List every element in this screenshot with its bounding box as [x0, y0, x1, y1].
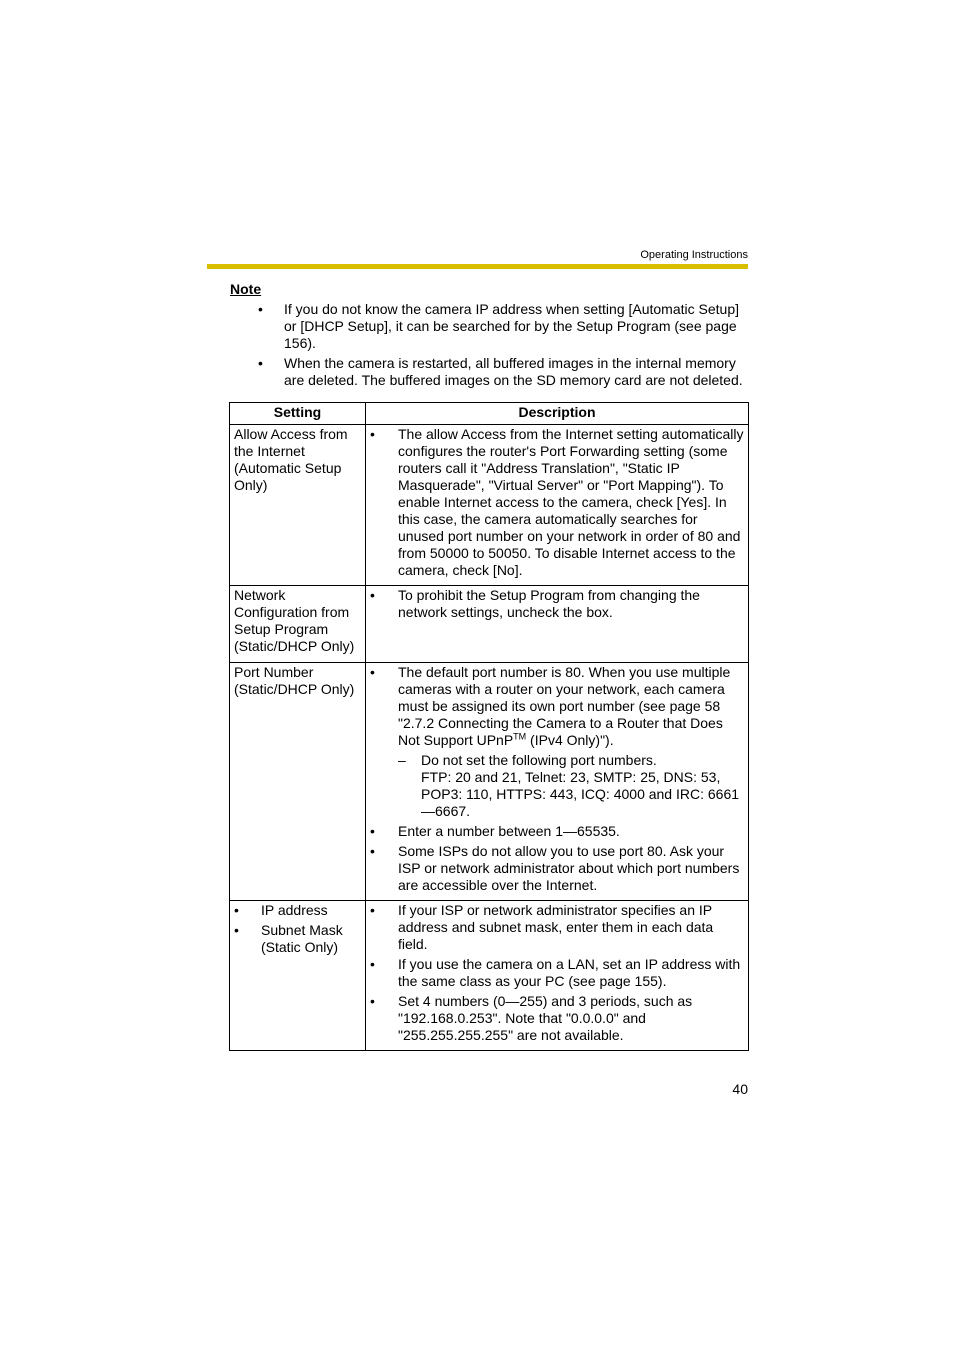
note-item — [258, 355, 750, 389]
table-row — [230, 586, 749, 663]
settings-table — [229, 402, 749, 1051]
description-text: The default port number is 80. When you use multiple cameras with a router on your network, each camera must be assigned its own port number (see page 58 "2.7.2 Connecting the Camera to a Router that Does Not Support UPnP — [398, 664, 731, 748]
description-text: Some ISPs do not allow you to use port 80. Ask your ISP or network administrator about which port numbers are accessible over the Internet. — [398, 843, 740, 893]
subitem-text: FTP: 20 and 21, Telnet: 23, SMTP: 25, DNS: 53, POP3: 110, HTTPS: 443, ICQ: 4000 and IRC: 6661—6667. — [421, 769, 740, 819]
description-text: If you use the camera on a LAN, set an IP address with the same class as your PC (see page 155). — [398, 956, 741, 989]
description-text: Enter a number between 1—65535. — [398, 823, 620, 839]
note-item-text: If you do not know the camera IP address when setting [Automatic Setup] or [DHCP Setup], it can be searched for by the Setup Program (see page 156). — [284, 301, 739, 351]
bullet: • — [234, 922, 239, 938]
bullet: • — [370, 956, 375, 972]
bullet: • — [370, 587, 375, 603]
description-item — [370, 902, 744, 953]
setting-cell: Network Configuration from Setup Program (Static/DHCP Only) — [230, 586, 366, 663]
description-item — [370, 587, 744, 621]
bullet: • — [258, 301, 263, 317]
description-item — [370, 823, 744, 840]
column-header-setting: Setting — [230, 403, 366, 425]
description-item — [370, 993, 744, 1044]
trademark-superscript: TM — [513, 731, 527, 742]
table-row — [230, 425, 749, 586]
header-rule — [207, 264, 748, 269]
subitem-text: Do not set the following port numbers. — [421, 752, 657, 768]
bullet: • — [370, 426, 375, 442]
setting-cell: Port Number (Static/DHCP Only) — [230, 663, 366, 901]
note-item — [258, 301, 750, 352]
setting-item — [234, 902, 361, 919]
note-list — [258, 301, 750, 392]
note-heading: Note — [230, 281, 262, 297]
description-item — [370, 956, 744, 990]
setting-item — [234, 922, 361, 956]
bullet: • — [370, 993, 375, 1009]
bullet: • — [370, 664, 375, 680]
setting-cell: Allow Access from the Internet (Automatic Setup Only) — [230, 425, 366, 586]
setting-item-text: IP address — [261, 902, 328, 918]
dash: – — [398, 752, 406, 768]
setting-item-text: Subnet Mask (Static Only) — [261, 922, 343, 955]
description-text: To prohibit the Setup Program from changing the network settings, uncheck the box. — [398, 587, 700, 620]
note-item-text: When the camera is restarted, all buffered images in the internal memory are deleted. The buffered images on the SD memory card are not deleted. — [284, 355, 743, 388]
table-row — [230, 901, 749, 1051]
table-row — [230, 663, 749, 901]
bullet: • — [370, 843, 375, 859]
bullet: • — [370, 902, 375, 918]
page-number: 40 — [732, 1081, 748, 1097]
header-title: Operating Instructions — [640, 249, 748, 261]
column-header-description: Description — [366, 403, 749, 425]
description-item — [370, 843, 744, 894]
description-cell — [366, 901, 749, 1051]
description-item — [370, 426, 744, 579]
setting-cell — [230, 901, 366, 1051]
description-cell — [366, 663, 749, 901]
table-header-row — [230, 403, 749, 425]
description-cell — [366, 425, 749, 586]
description-item — [370, 664, 744, 820]
bullet: • — [258, 355, 263, 371]
description-subitem — [398, 752, 744, 820]
description-text: (IPv4 Only)"). — [526, 732, 614, 748]
description-text: Set 4 numbers (0—255) and 3 periods, such as "192.168.0.253". Note that "0.0.0.0" and "255.255.255.255" are not available. — [398, 993, 693, 1043]
bullet: • — [370, 823, 375, 839]
description-cell — [366, 586, 749, 663]
description-text: If your ISP or network administrator specifies an IP address and subnet mask, enter them in each data field. — [398, 902, 714, 952]
description-text: The allow Access from the Internet setting automatically configures the router's Port Forwarding setting (some routers call it "Address Translation", "Static IP Masquerade", "Virtual Server" or "Port Mapping"). To enable Internet access to the camera, check [Yes]. In this case, the camera automatically searches for unused port number on your network in order of 80 and from 50000 to 50050. To disable Internet access to the camera, check [No]. — [398, 426, 744, 578]
bullet: • — [234, 902, 239, 918]
